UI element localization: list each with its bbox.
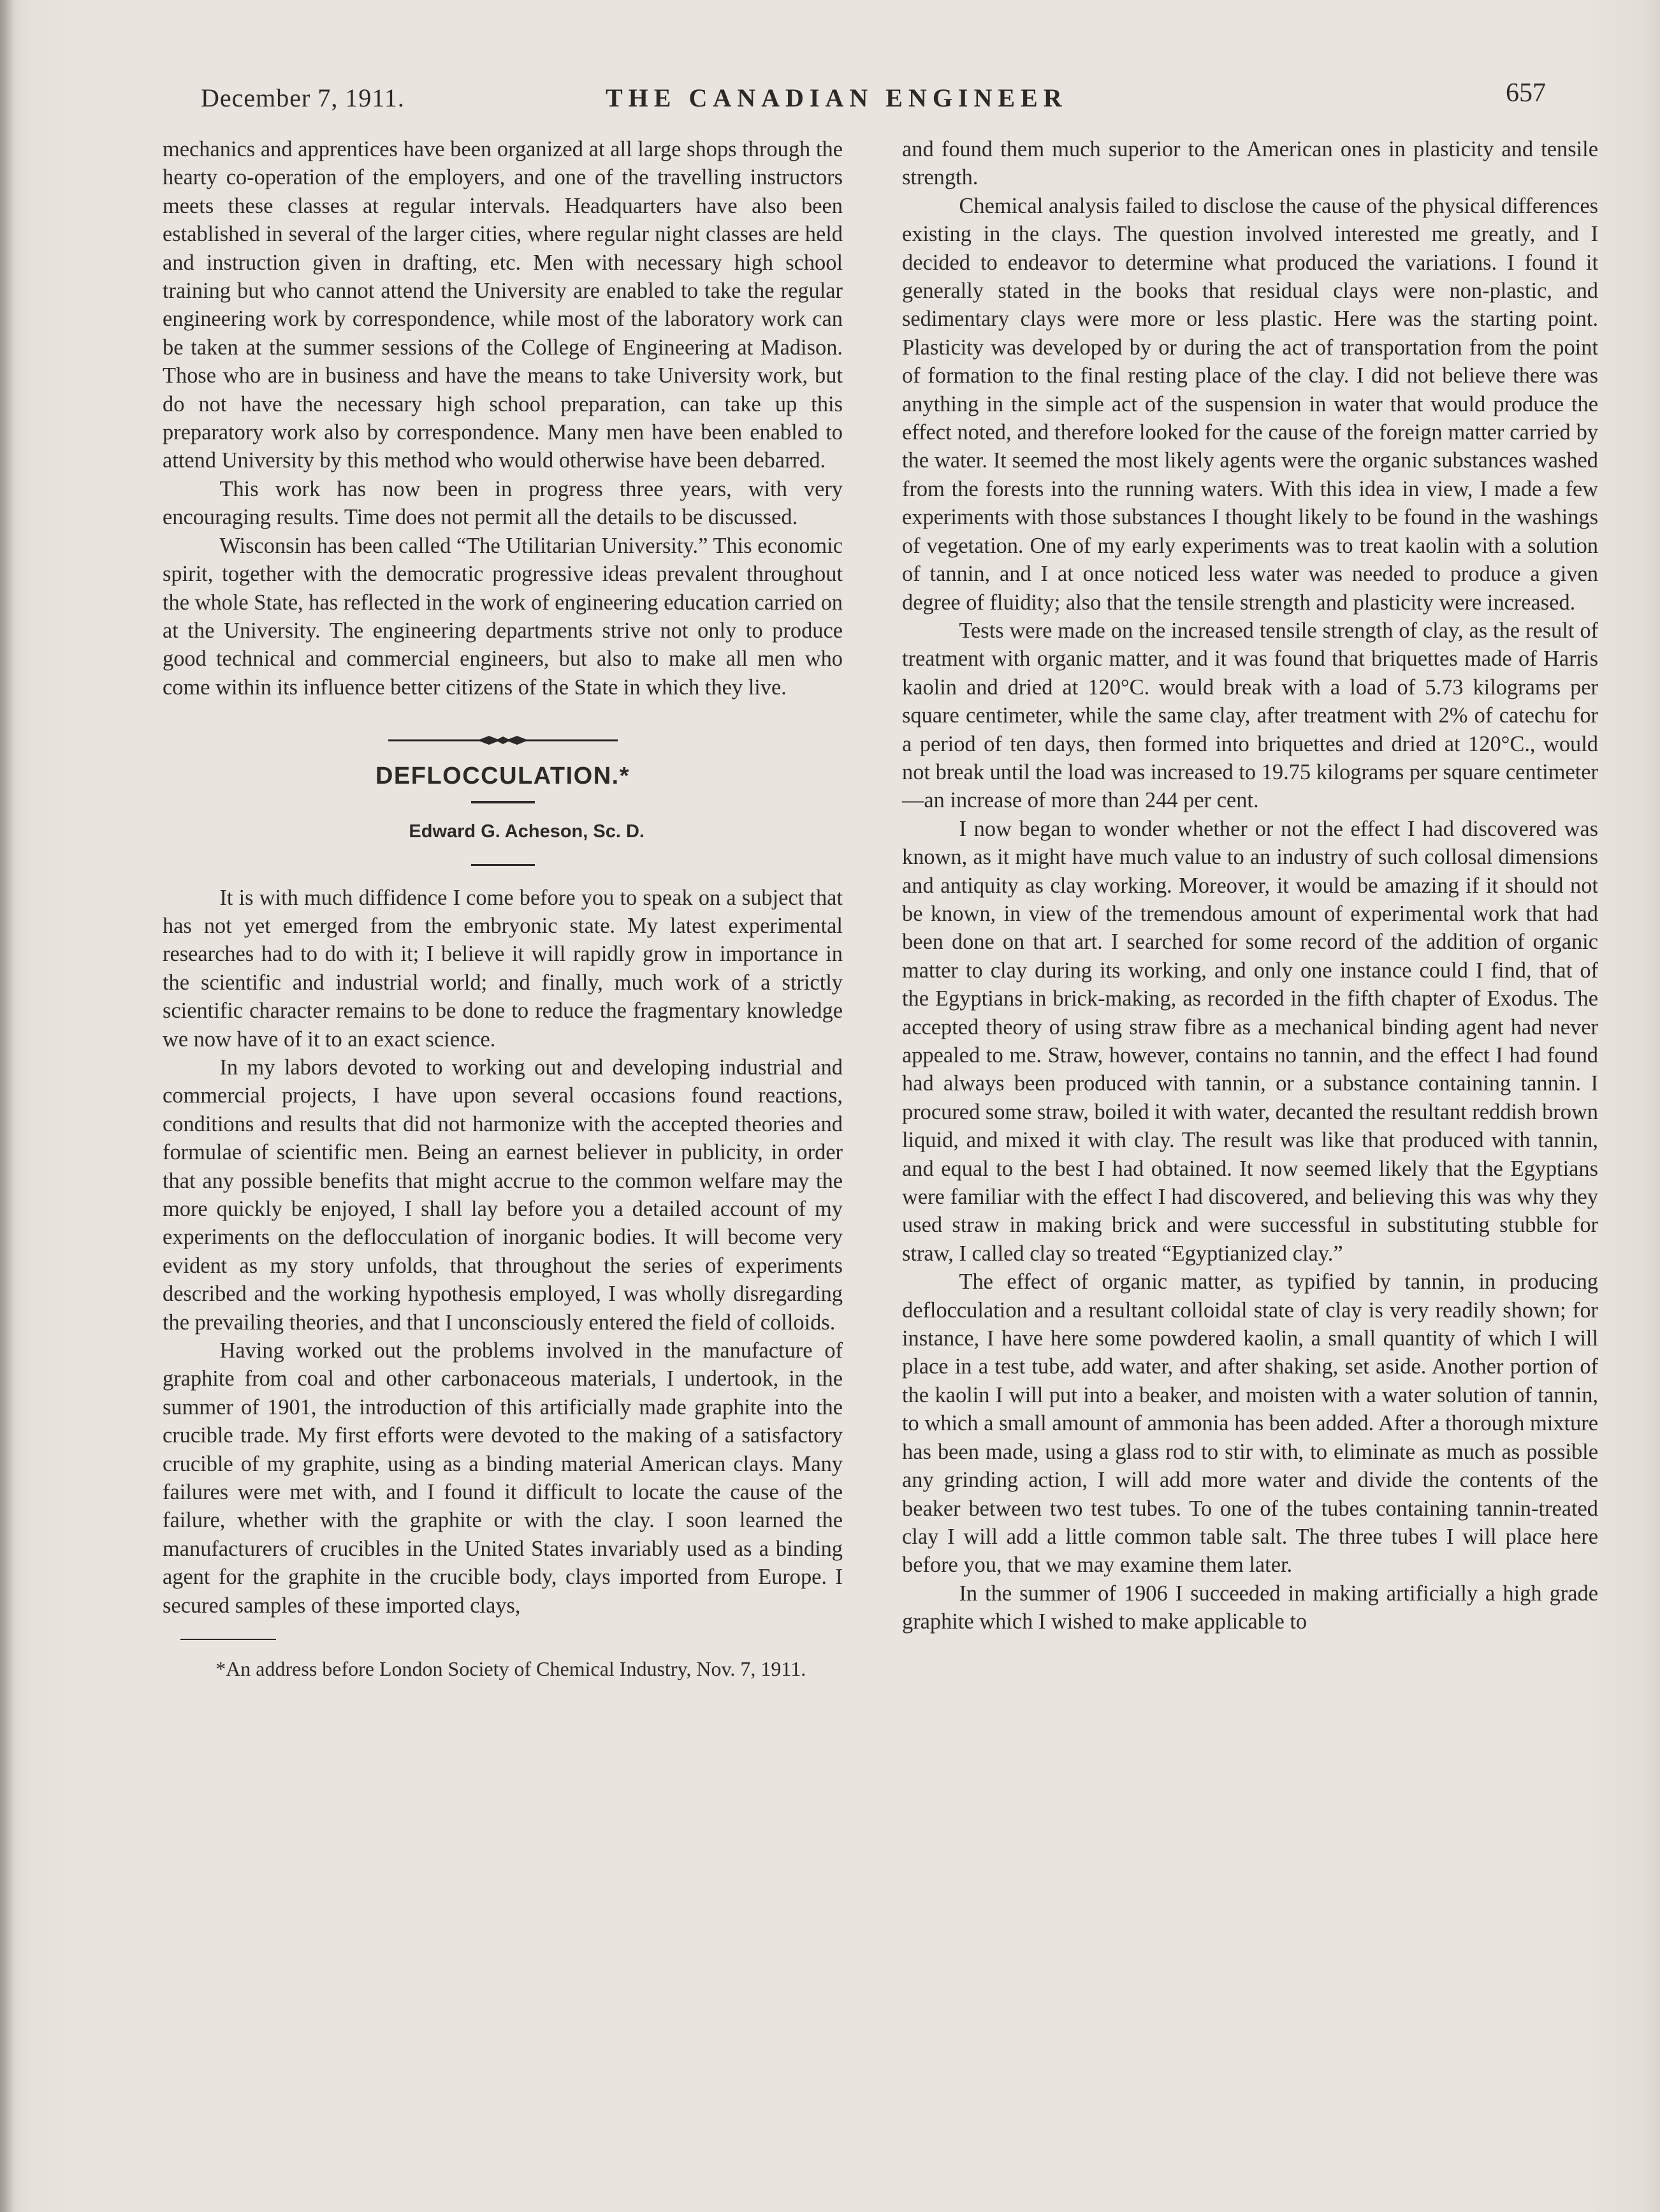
footnote: *An address before London Society of Chemical Industry, Nov. 7, 1911.	[215, 1657, 806, 1681]
paragraph: The effect of organic matter, as typified by tannin, in producing deflocculation and a resultant colloidal state of clay is very readily shown; for instance, I have here some powdered kaolin, a small quantity of which I will place in a test tube, add water, and after shaking, set aside. Another portion of the kaolin I will put into a beaker, and moisten with a water solution of tannin, to which a small amount of ammonia has been added. After a thorough mixture has been made, using a glass rod to stir with, to eliminate as much as possible any grinding action, I will add more water and divide the contents of the beaker between two test tubes. To one of the tubes containing tannin-treated clay I will add a little common table salt. The three tubes I will place here before you, that we may examine them later.	[902, 1270, 1598, 1578]
byline-rule	[471, 864, 535, 866]
binding-shadow	[0, 0, 14, 2212]
issue-date: December 7, 1911.	[201, 84, 405, 112]
running-head	[201, 78, 1546, 116]
paragraph: In the summer of 1906 I succeeded in making artificially a high grade graphite which I wished to make applicable to	[902, 1581, 1598, 1634]
paragraph: mechanics and apprentices have been organized at all large shops through the hearty co-operation of the employers, and one of the travelling instructors meets these classes at regular intervals. Headquarters have also been established in several of the larger cities, where regular night classes are held and instruction given in drafting, etc. Men with necessary high school training but who cannot attend the University are enabled to take the regular engineering work by correspondence, while most of the laboratory work can be taken at the summer sessions of the College of Engineering at Madison. Those who are in business and have the means to take University work, but do not have the necessary high school preparation, can take up this preparatory work also by correspondence. Many men have been enabled to attend University by this method who would otherwise have been debarred.	[163, 137, 843, 473]
paragraph: It is with much diffidence I come before you to speak on a subject that has not yet emerged from the embryonic state. My latest experimental researches had to do with it; I believe it will rapidly grow in importance in the scientific and industrial world; and finally, much work of a strictly scientific character remains to be done to reduce the fragmentary knowledge we now have of it to an exact science.	[163, 885, 843, 1051]
paragraph: In my labors devoted to working out and developing industrial and commercial projects, I have upon several occasions found reactions, conditions and results that did not harmonize with the accepted theories and formulae of scientific men. Being an earnest believer in publicity, in order that any possible benefits that might accrue to the common welfare may the more quickly be enjoyed, I shall lay before you a detailed account of my experiments on the deflocculation of inorganic bodies. It will become very evident as my story unfolds, that throughout the series of experiments described and the working hypothesis employed, I was wholly disregarding the prevailing theories, and that I unconsciously entered the field of colloids.	[163, 1055, 843, 1335]
left-column	[163, 135, 843, 1683]
ornament-rule	[388, 734, 618, 747]
journal-title: THE CANADIAN ENGINEER	[606, 84, 1068, 112]
page-number: 657	[1506, 78, 1546, 108]
paragraph: Tests were made on the increased tensile strength of clay, as the result of treatment with organic matter, and it was found that briquettes made of Harris kaolin and dried at 120°C. would break with a load of 5.73 kilograms per square centimeter, while the same clay, after treatment with 2% of catechu for a period of ten days, then formed into briquettes and dried at 120°C., would not break until the load was increased to 19.75 kilograms per square centimeter—an increase of more than 244 per cent.	[902, 618, 1598, 813]
title-rule	[471, 801, 535, 803]
footnote-rule	[180, 1639, 276, 1640]
right-column	[902, 135, 1598, 1636]
paragraph: I now began to wonder whether or not the effect I had discovered was known, as it might have much value to an industry of such collosal dimensions and antiquity as clay working. Moreover, it would be amazing if it should not be known, in view of the tremendous amount of experimental work that had been done on that art. I searched for some record of the addition of organic matter to clay during its working, and only one instance could I find, that of the Egyptians in brick-making, as recorded in the fifth chapter of Exodus. The accepted theory of using straw fibre as a mechanical binding agent had never appealed to me. Straw, however, contains no tannin, and the effect I had found had always been produced with tannin, or a substance containing tannin. I procured some straw, boiled it with water, decanted the resultant reddish brown liquid, and mixed it with clay. The result was like that produced with tannin, and equal to the best I had obtained. It now seemed likely that the Egyptians were familiar with the effect I had discovered, and believing this was why they used straw in making brick and were successful in substituting stubble for straw, I called clay so treated “Egyptianized clay.”	[902, 816, 1598, 1266]
paragraph: and found them much superior to the American ones in plasticity and tensile strength.	[902, 137, 1598, 190]
paragraph: Having worked out the problems involved in the manufacture of graphite from coal and other carbonaceous materials, I undertook, in the summer of 1901, the introduction of this artificially made graphite into the crucible trade. My first efforts were devoted to the making of a satisfactory crucible of my graphite, using as a binding material American clays. Many failures were met with, and I found it difficult to locate the cause of the failure, whether with the graphite or with the clay. I soon learned the manufacturers of crucibles in the United States invariably used as a binding agent for the graphite in the crucible body, clays imported from Europe. I secured samples of these imported clays,	[163, 1338, 843, 1618]
paragraph: Chemical analysis failed to disclose the cause of the physical differences existing in the clays. The question involved interested me greatly, and I decided to endeavor to determine what produced the variations. I found it generally stated in the books that residual clays were non-plastic, and sedimentary clays were more or less plastic. Here was the starting point. Plasticity was developed by or during the act of transportation from the point of formation to the final resting place of the clay. I did not believe there was anything in the simple act of the suspension in water that would produce the effect noted, and therefore looked for the cause of the foreign matter carried by the water. It seemed the most likely agents were the organic substances washed from the forests into the running waters. With this idea in view, I made a few experiments with those substances I thought likely to be found in the washings of vegetation. One of my early experiments was to treat kaolin with a solution of tannin, and I at once noticed less water was needed to produce a given degree of fluidity; also that the tensile strength and plasticity were increased.	[902, 193, 1598, 615]
paragraph: This work has now been in progress three years, with very encouraging results. Time does not permit all the details to be discussed.	[163, 476, 843, 530]
author-byline: Edward G. Acheson, Sc. D.	[409, 821, 644, 842]
section-ornament	[388, 726, 618, 738]
paragraph: Wisconsin has been called “The Utilitarian University.” This economic spirit, together with the democratic progressive ideas prevalent throughout the whole State, has reflected in the work of engineering education carried on at the University. The engineering departments strive not only to produce good technical and commercial engineers, but also to make all men who come within its influence better citizens of the State in which they live.	[163, 533, 843, 699]
article-title: DEFLOCCULATION.*	[375, 763, 630, 790]
